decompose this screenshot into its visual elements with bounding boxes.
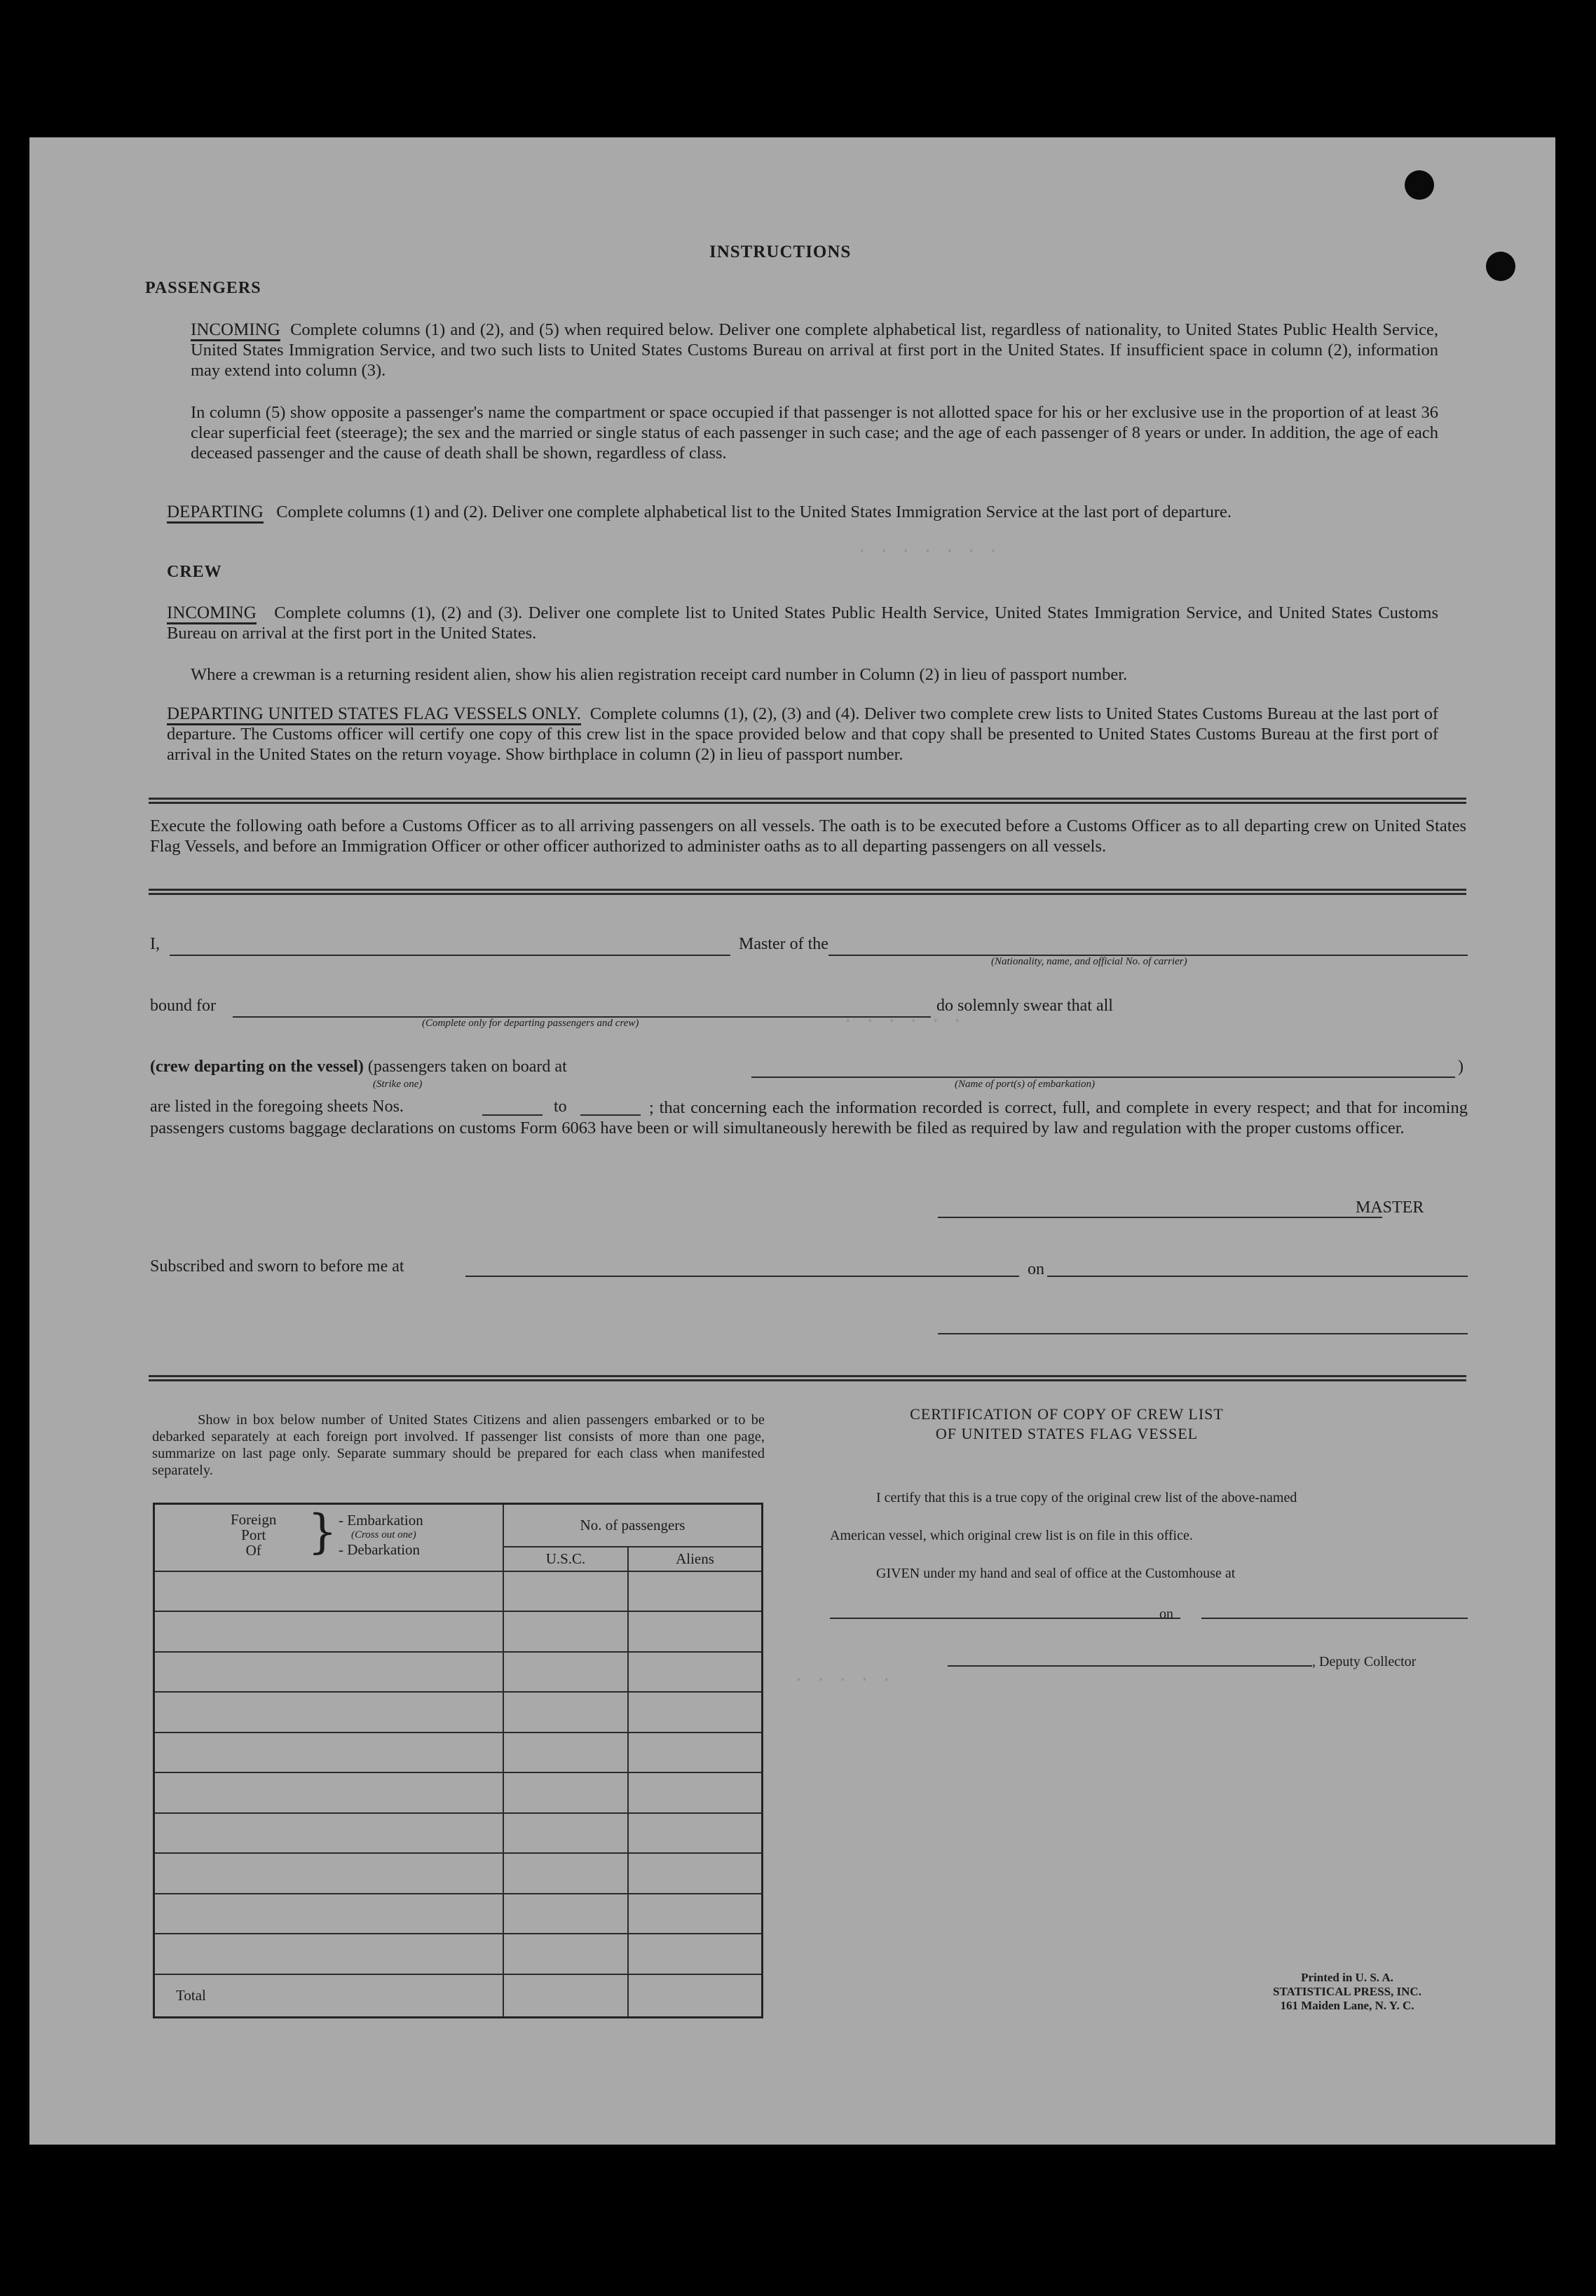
table-row bbox=[154, 1894, 763, 1934]
table-row bbox=[154, 1611, 763, 1651]
aliens-cell[interactable] bbox=[628, 1692, 763, 1732]
complete-only-caption: (Complete only for departing passengers and crew) bbox=[422, 1018, 639, 1029]
passengers-departing-paragraph bbox=[167, 502, 1438, 522]
port-cell[interactable] bbox=[154, 1934, 504, 1974]
usc-cell[interactable] bbox=[503, 1853, 628, 1893]
nationality-caption: (Nationality, name, and official No. of carrier) bbox=[991, 956, 1187, 967]
table-row bbox=[154, 1853, 763, 1893]
passengers-taken-option[interactable]: (passengers taken on board at bbox=[367, 1058, 567, 1076]
aliens-cell[interactable] bbox=[628, 1853, 763, 1893]
oath-intro: Execute the following oath before a Customs Officer as to all arriving passengers on all vessels. The oath is to be executed before a Customs Officer as to all departing crew on United States Flag Vessels, and before an Immigration Officer or other officer authorized to administer oaths as to all departing passengers on all vessels. bbox=[150, 816, 1466, 856]
usc-cell[interactable] bbox=[503, 1813, 628, 1853]
crew-heading: CREW bbox=[167, 563, 222, 581]
crew-resident-paragraph: Where a crewman is a returning resident alien, show his alien registration receipt card number in Column (2) in lieu of passport number. bbox=[191, 665, 1128, 684]
aliens-cell[interactable] bbox=[628, 1934, 763, 1974]
table-row bbox=[154, 1571, 763, 1611]
form-page bbox=[29, 137, 1555, 2145]
of-label: Of bbox=[245, 1542, 261, 1559]
foreign-port-header bbox=[154, 1504, 504, 1571]
table-row bbox=[154, 1733, 763, 1772]
officer-signature-field[interactable] bbox=[938, 1333, 1468, 1334]
aliens-total-cell[interactable] bbox=[628, 1974, 763, 2018]
subscribed-label: Subscribed and sworn to before me at bbox=[150, 1257, 404, 1276]
aliens-cell[interactable] bbox=[628, 1652, 763, 1692]
punch-hole-second bbox=[1486, 252, 1515, 281]
port-cell[interactable] bbox=[154, 1733, 504, 1772]
passengers-incoming-label: INCOMING bbox=[191, 320, 280, 341]
cross-out-caption: (Cross out one) bbox=[351, 1529, 416, 1540]
port-cell[interactable] bbox=[154, 1894, 504, 1934]
passengers-incoming-text: Complete columns (1) and (2), and (5) when required below. Deliver one complete alphabetical list, regardless of nationality, to United States Public Health Service, United States Immigration Service, and two such lists to United States Customs Bureau on arrival at first port in the United States. If insufficient space in column (2), information may extend into column (3). bbox=[191, 320, 1439, 380]
strike-one-caption: (Strike one) bbox=[373, 1079, 423, 1090]
aliens-cell[interactable] bbox=[628, 1571, 763, 1611]
listed-text-b: ; that concerning each the information recorded is correct, full, and complete in every respect; and that for incoming passengers customs baggage declarations on customs Form 6063 have been or will simultaneously herewith be filed as required by law and regulation with the proper customs officer. bbox=[150, 1098, 1468, 1137]
debarkation-label[interactable]: - Debarkation bbox=[339, 1541, 421, 1558]
crew-incoming-text: Complete columns (1), (2) and (3). Deliver one complete list to United States Public Health Service, United States Immigration Service, and United States Customs Bureau on arrival at the first port in the United States. bbox=[167, 603, 1439, 643]
crew-incoming-paragraph bbox=[167, 603, 1438, 643]
usc-cell[interactable] bbox=[503, 1692, 628, 1732]
close-paren: ) bbox=[1458, 1058, 1464, 1076]
certification-title-line1: CERTIFICATION OF COPY OF CREW LIST bbox=[910, 1405, 1224, 1423]
passengers-departing-label: DEPARTING bbox=[167, 503, 264, 524]
usc-cell[interactable] bbox=[503, 1571, 628, 1611]
total-label: Total bbox=[154, 1974, 504, 2018]
port-cell[interactable] bbox=[154, 1571, 504, 1611]
table-row bbox=[154, 1813, 763, 1853]
certify-text: I certify that this is a true copy of the original crew list of the above-named bbox=[876, 1490, 1297, 1505]
certification-date-field[interactable] bbox=[1201, 1618, 1468, 1619]
certification-title-line2: OF UNITED STATES FLAG VESSEL bbox=[935, 1425, 1199, 1442]
usc-cell[interactable] bbox=[503, 1934, 628, 1974]
embarkation-label[interactable]: - Embarkation bbox=[339, 1512, 423, 1529]
port-label: Port bbox=[241, 1526, 266, 1543]
passengers-column5-paragraph: In column (5) show opposite a passenger's name the compartment or space occupied if that passenger is not allotted space for his or her exclusive use in the proportion of at least 36 clear superficial feet (steerage); the sex and the married or single status of each passenger in such case; and the age of each passenger of 8 years or under. In addition, the age of each deceased passenger and the cause of death shall be shown, regardless of class. bbox=[191, 403, 1438, 463]
usc-cell[interactable] bbox=[503, 1733, 628, 1772]
listed-text-a: are listed in the foregoing sheets Nos. bbox=[150, 1098, 404, 1116]
deputy-collector-signature[interactable] bbox=[948, 1665, 1312, 1667]
table-row bbox=[154, 1772, 763, 1812]
oath-master-of-label: Master of the bbox=[739, 935, 828, 953]
aliens-cell[interactable] bbox=[628, 1894, 763, 1934]
crew-departing-flag-label: DEPARTING UNITED STATES FLAG VESSELS ONLY. bbox=[167, 704, 581, 725]
bleed-through-marks: . . . . . . . bbox=[857, 537, 999, 558]
section-divider-3 bbox=[149, 1375, 1466, 1381]
printer-line2: STATISTICAL PRESS, INC. bbox=[1273, 1985, 1421, 1998]
table-row bbox=[154, 1934, 763, 1974]
no-of-passengers-header: No. of passengers bbox=[503, 1504, 763, 1547]
port-cell[interactable] bbox=[154, 1813, 504, 1853]
brace-glyph: } bbox=[308, 1505, 337, 1559]
usc-header: U.S.C. bbox=[503, 1547, 628, 1571]
table-row bbox=[154, 1652, 763, 1692]
port-cell[interactable] bbox=[154, 1611, 504, 1651]
usc-cell[interactable] bbox=[503, 1611, 628, 1651]
usc-cell[interactable] bbox=[503, 1894, 628, 1934]
american-vessel-text: American vessel, which original crew list is on file in this office. bbox=[830, 1528, 1193, 1543]
aliens-cell[interactable] bbox=[628, 1813, 763, 1853]
bleed-through-marks-3: . . . . . bbox=[793, 1665, 892, 1686]
oath-i-label: I, bbox=[150, 935, 160, 953]
master-signature-field[interactable] bbox=[938, 1217, 1382, 1218]
port-cell[interactable] bbox=[154, 1853, 504, 1893]
aliens-header: Aliens bbox=[628, 1547, 763, 1571]
port-caption: (Name of port(s) of embarkation) bbox=[955, 1079, 1095, 1090]
certification-on-label: on bbox=[1159, 1606, 1173, 1622]
aliens-cell[interactable] bbox=[628, 1611, 763, 1651]
table-row bbox=[154, 1692, 763, 1732]
crew-departing-option[interactable]: (crew departing on the vessel) bbox=[150, 1058, 364, 1076]
passenger-box-note: Show in box below number of United States Citizens and alien passengers embarked or to be debarked separately at each foreign port involved. If passenger list consists of more than one page, summarize on last page only. Separate summary should be prepared for each class when manifested separately. bbox=[152, 1412, 765, 1478]
crew-departing-flag-paragraph bbox=[167, 704, 1438, 765]
bound-for-label: bound for bbox=[150, 997, 216, 1015]
master-label: MASTER bbox=[1356, 1198, 1424, 1217]
aliens-cell[interactable] bbox=[628, 1733, 763, 1772]
page-title: INSTRUCTIONS bbox=[709, 242, 852, 261]
usc-cell[interactable] bbox=[503, 1772, 628, 1812]
section-divider-1 bbox=[149, 798, 1466, 804]
bleed-through-marks-2: . . . . . . bbox=[843, 1006, 963, 1027]
section-divider-2 bbox=[149, 889, 1466, 895]
deputy-collector-label: , Deputy Collector bbox=[1312, 1654, 1417, 1669]
punch-hole-top bbox=[1405, 170, 1434, 200]
customhouse-field[interactable] bbox=[830, 1618, 1180, 1619]
printer-imprint bbox=[1235, 1971, 1459, 2013]
given-text: GIVEN under my hand and seal of office at the Customhouse at bbox=[876, 1566, 1236, 1581]
passengers-departing-text: Complete columns (1) and (2). Deliver one complete alphabetical list to the United States Immigration Service at the last port of departure. bbox=[276, 503, 1232, 521]
listed-to-label: to bbox=[554, 1098, 567, 1116]
passenger-count-table bbox=[153, 1503, 763, 2018]
port-cell[interactable] bbox=[154, 1772, 504, 1812]
crew-departing-flag-text: Complete columns (1), (2), (3) and (4). Deliver two complete crew lists to United States Customs Bureau at the last port of departure. The Customs officer will certify one copy of this crew list in the space provided below and that copy shall be presented to United States Customs Bureau at the first port of arrival in the United States on the return voyage. Show birthplace in column (2) in lieu of passport number. bbox=[167, 704, 1439, 764]
printer-line1: Printed in U. S. A. bbox=[1301, 1971, 1393, 1984]
oath-line-3 bbox=[150, 1058, 567, 1077]
embarkation-port-field[interactable] bbox=[751, 1077, 1455, 1078]
port-cell[interactable] bbox=[154, 1692, 504, 1732]
usc-cell[interactable] bbox=[503, 1652, 628, 1692]
usc-total-cell[interactable] bbox=[503, 1974, 628, 2018]
total-row bbox=[154, 1974, 763, 2018]
foreign-label: Foreign bbox=[231, 1511, 277, 1528]
certification-title bbox=[857, 1405, 1277, 1444]
solemnly-swear-label: do solemnly swear that all bbox=[936, 997, 1113, 1015]
passengers-incoming-paragraph bbox=[191, 320, 1438, 381]
port-cell[interactable] bbox=[154, 1652, 504, 1692]
subscribed-date-field[interactable] bbox=[1047, 1276, 1468, 1277]
aliens-cell[interactable] bbox=[628, 1772, 763, 1812]
subscribed-place-field[interactable] bbox=[465, 1276, 1019, 1277]
printer-line3: 161 Maiden Lane, N. Y. C. bbox=[1280, 1999, 1414, 2012]
master-name-field[interactable] bbox=[170, 955, 730, 956]
crew-incoming-label: INCOMING bbox=[167, 603, 257, 624]
passengers-heading: PASSENGERS bbox=[145, 279, 261, 297]
subscribed-on-label: on bbox=[1028, 1260, 1044, 1278]
